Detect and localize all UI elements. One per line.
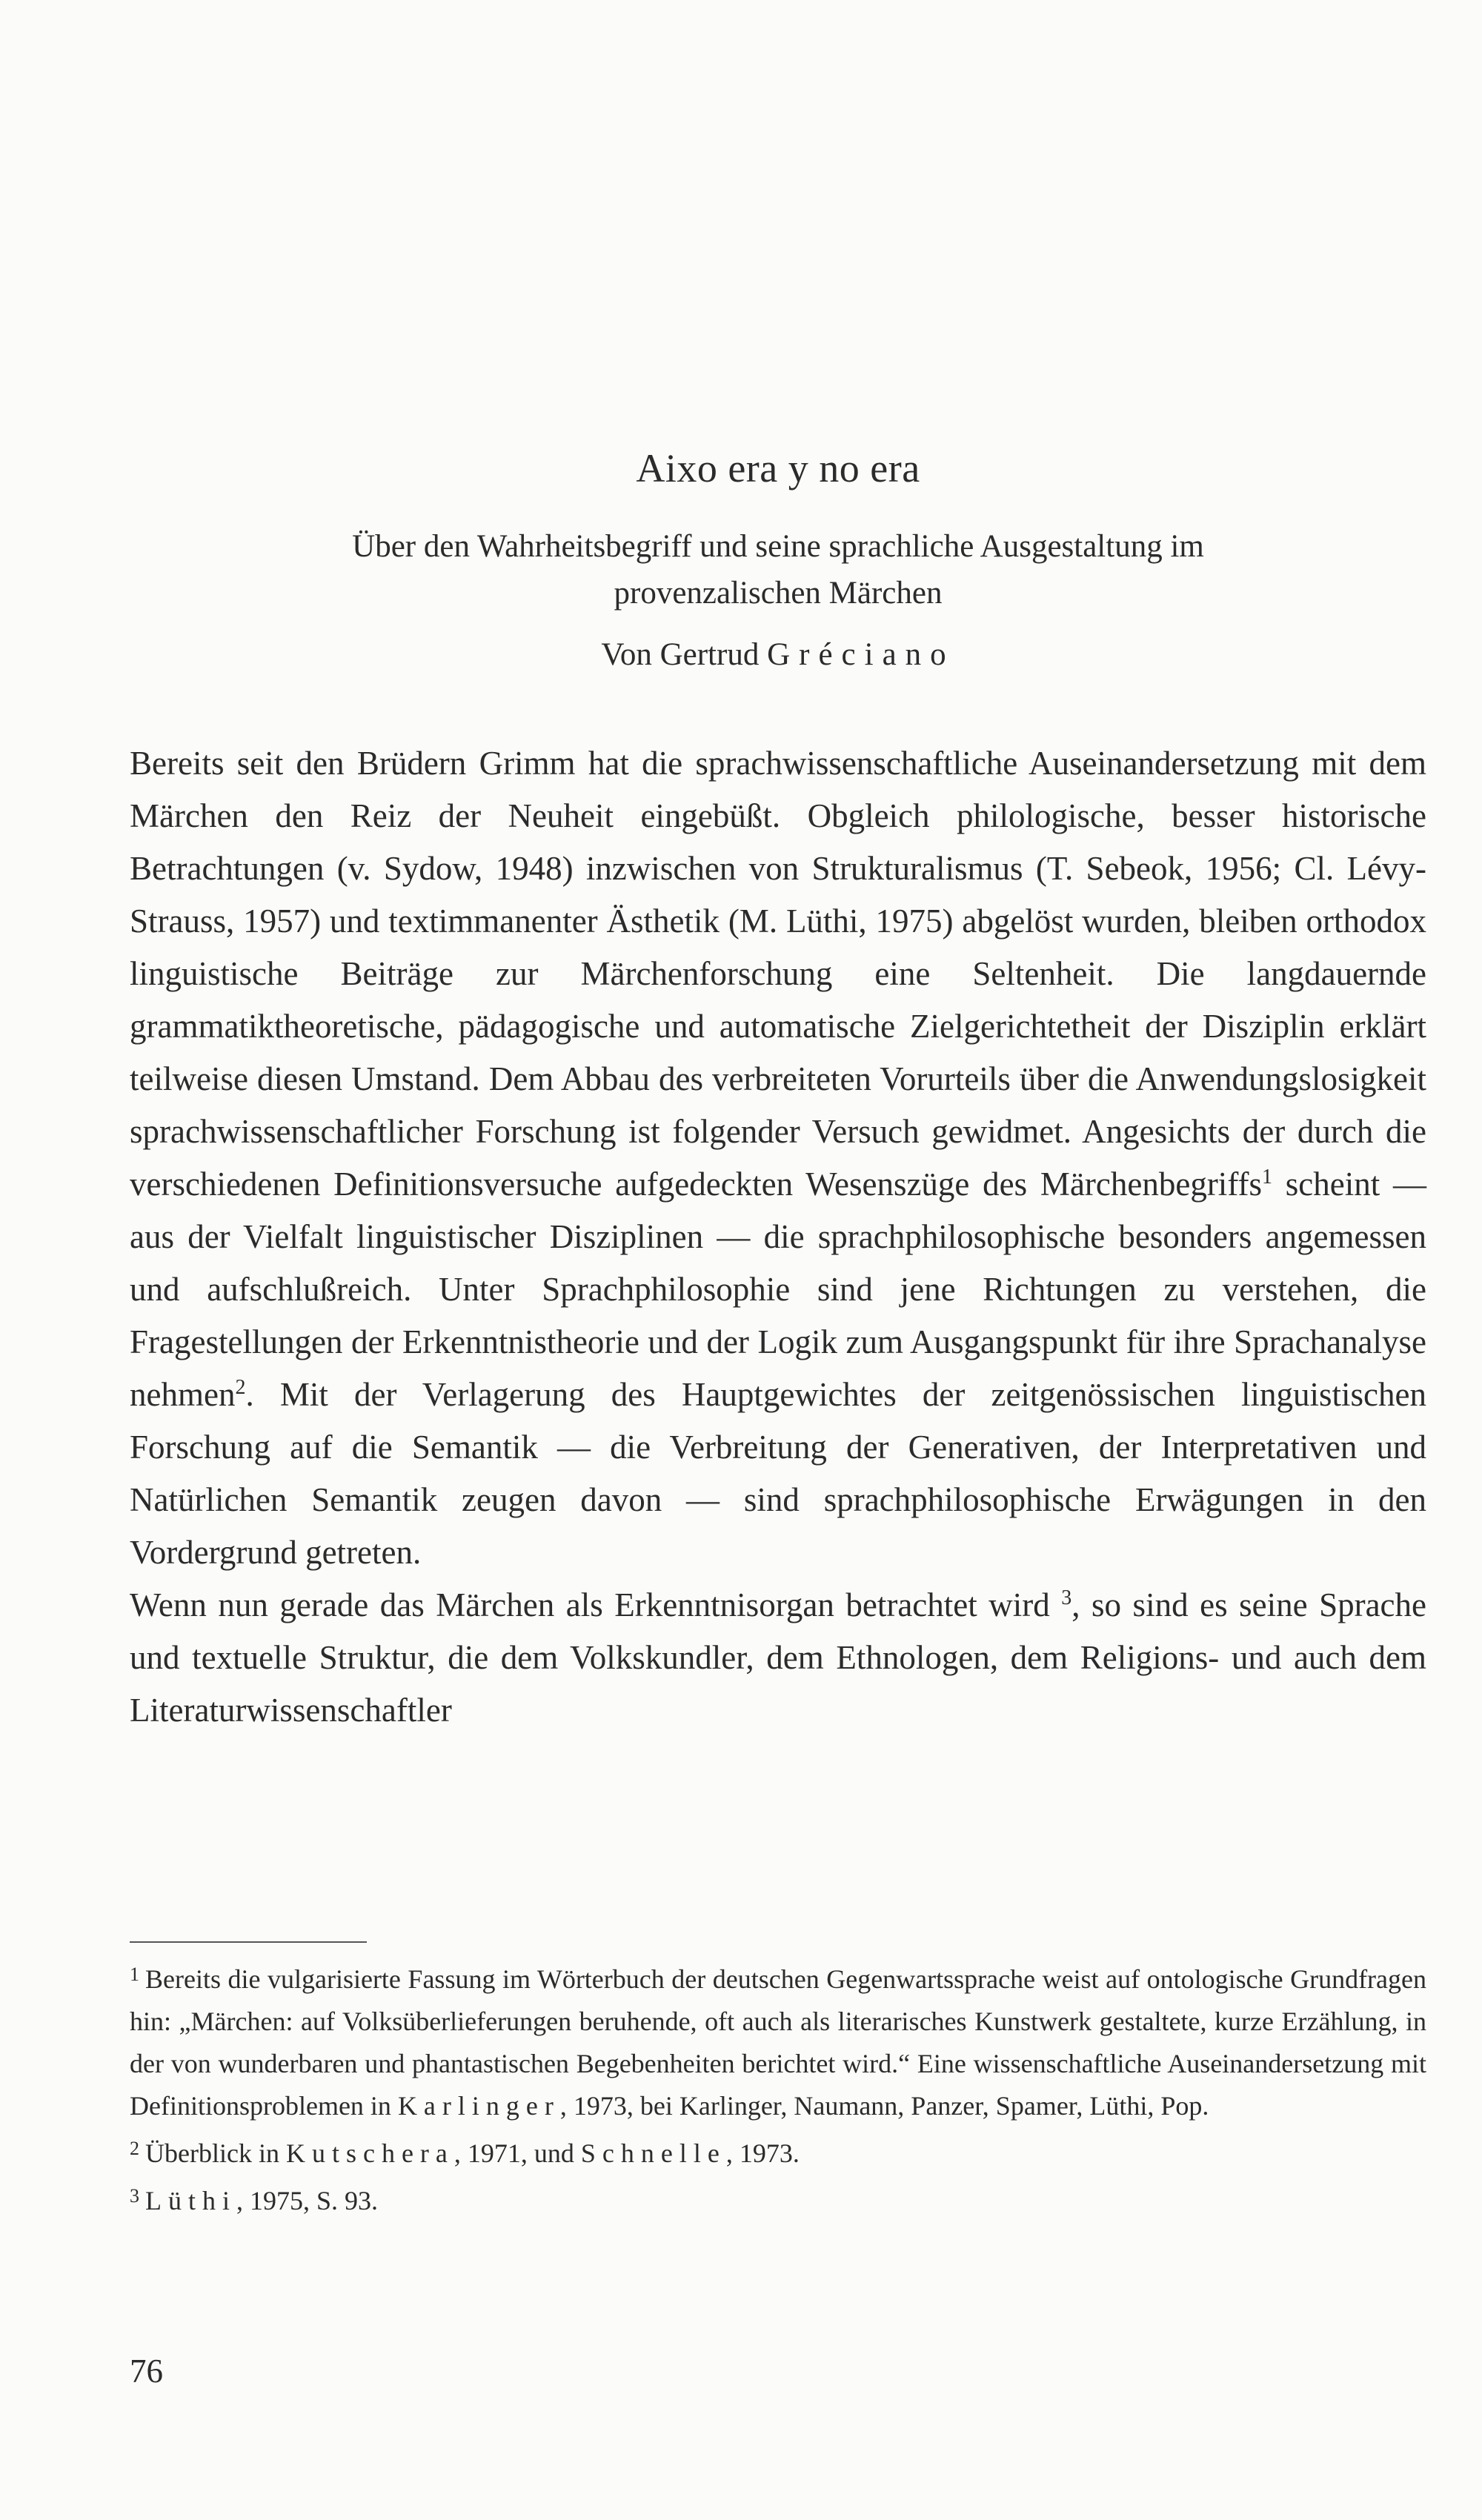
paragraph-2 xyxy=(130,1579,1426,1737)
footnote-2-prefix: Überblick in xyxy=(145,2138,279,2168)
footnote-3-tail: , 1975, S. 93. xyxy=(236,2186,379,2215)
footnote-1-author: Karlinger xyxy=(397,2091,560,2121)
paragraph-2-part-b: , so sind es seine Sprache und textuelle Struktur, die dem Volkskundler, dem Ethnologen, dem Religions- und auch dem Literaturwissenschaftler xyxy=(130,1586,1426,1729)
author-name: Gréciano xyxy=(767,637,955,672)
article-subtitle xyxy=(130,523,1426,616)
footnote-1 xyxy=(130,1953,1426,2127)
footnote-2-tail: , 1973. xyxy=(725,2138,800,2168)
author-line xyxy=(130,639,1426,671)
page-number: 76 xyxy=(130,2353,163,2390)
footnote-1-tail: , 1973, bei Karlinger, Naumann, Panzer, Spamer, Lüthi, Pop. xyxy=(559,2091,1209,2121)
paragraph-1-part-a: Bereits seit den Brüdern Grimm hat die sprachwissenschaftliche Auseinandersetzung mit dem Märchen den Reiz der Neuheit eingebüßt. Obgleich philologische, besser historische Betrachtungen (v. Sydow, 1948) inzwischen von Strukturalismus (T. Sebeok, 1956; Cl. Lévy-Strauss, 1957) und textimmanenter Ästhetik (M. Lüthi, 1975) abgelöst wurden, bleiben orthodox linguistische Beiträge zur Märchenforschung eine Seltenheit. Die langdauernde grammatiktheoretische, pädagogische und automatische Zielgerichtetheit der Disziplin erklärt teilweise diesen Umstand. Dem Abbau des verbreiteten Vorurteils über die Anwendungslosigkeit sprachwissenschaftlicher Forschung ist folgender Versuch gewidmet. Angesichts der durch die verschiedenen Definitionsversuche aufgedeckten Wesenszüge des Märchenbegriffs xyxy=(130,745,1426,1203)
footnote-2 xyxy=(130,2127,1426,2175)
footnote-3-author: Lüthi xyxy=(145,2186,236,2215)
footnote-divider xyxy=(130,1941,367,1943)
footnote-2-author-1: Kutschera xyxy=(285,2138,454,2168)
footnotes xyxy=(130,1953,1426,2222)
footnote-1-text: Bereits die vulgarisierte Fassung im Wörterbuch der deutschen Gegenwartssprache weist auf ontologische Grundfragen hin: „Märchen: auf Volksüberlieferungen beruhende, oft auch als literarisches Kunstwerk gestaltete, kurze Erzählung, in der von wunderbaren und phantastischen Begebenheiten berichtet wird.“ Eine wissenschaftliche Auseinandersetzung mit Definitionsproblemen in xyxy=(130,1964,1426,2121)
footnote-3-number: 3 xyxy=(130,2185,139,2207)
footnote-2-mid: , 1971, und xyxy=(453,2138,574,2168)
paragraph-2-part-a: Wenn nun gerade das Märchen als Erkenntnisorgan betrachtet wird xyxy=(130,1586,1050,1623)
subtitle-line-1: Über den Wahrheitsbegriff und seine sprachliche Ausgestaltung im xyxy=(352,529,1204,564)
subtitle-line-2: provenzalischen Märchen xyxy=(614,576,943,611)
footnote-ref-1: 1 xyxy=(1261,1166,1272,1188)
paragraph-1-part-b: scheint — aus der Vielfalt linguistischer Disziplinen — die sprachphilosophische besonders angemessen und aufschlußreich. Unter Sprachphilosophie sind jene Richtungen zu verstehen, die Fragestellungen der Erkenntnistheorie und der Logik zum Ausgangspunkt für ihre Sprachanalyse nehmen xyxy=(130,1166,1426,1413)
footnote-ref-3: 3 xyxy=(1061,1586,1072,1609)
footnote-1-number: 1 xyxy=(130,1964,139,1985)
paragraph-1 xyxy=(130,737,1426,1579)
author-prefix: Von Gertrud xyxy=(601,637,760,672)
body-text xyxy=(130,737,1426,1737)
paragraph-1-part-c: . Mit der Verlagerung des Hauptgewichtes der zeitgenössischen linguistischen Forschung auf die Semantik — die Verbreitung der Generativen, der Interpretativen und Natürlichen Semantik zeugen davon — sind sprachphilosophische Erwägungen in den Vordergrund getreten. xyxy=(130,1376,1426,1571)
footnote-2-number: 2 xyxy=(130,2138,139,2159)
footnote-2-author-2: Schnelle xyxy=(580,2138,726,2168)
book-page xyxy=(130,0,1426,2520)
article-title: Aixo era y no era xyxy=(636,446,920,491)
footnote-ref-2: 2 xyxy=(235,1376,246,1399)
footnote-3 xyxy=(130,2175,1426,2222)
